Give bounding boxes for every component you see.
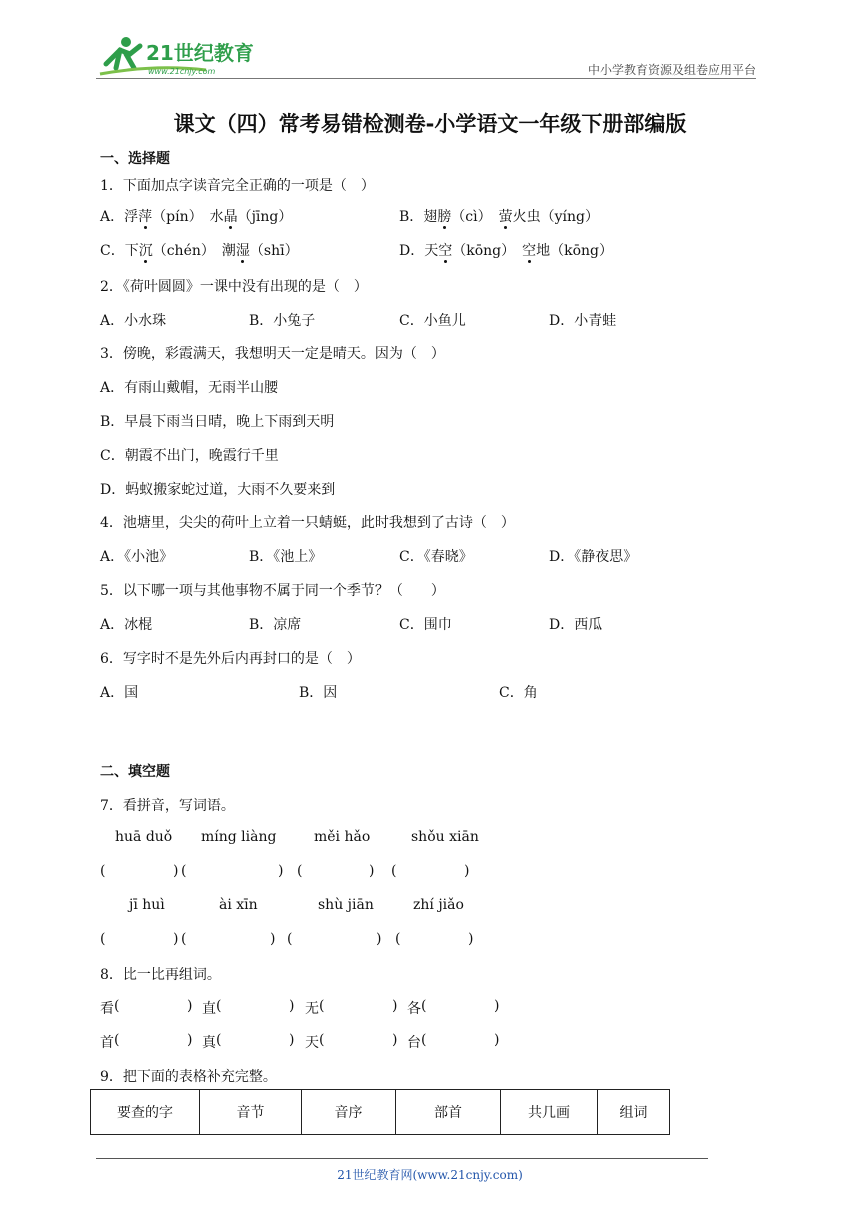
dotted-char: 空 — [438, 240, 452, 260]
logo-url: www.21cnjy.com — [148, 67, 216, 76]
compare-char: 无 — [305, 1001, 319, 1017]
paren-close: ) — [494, 1032, 500, 1048]
question-1-option-d[interactable]: D．天空（kōng） 空地（kōng） — [399, 240, 613, 260]
table-header-cell: 部首 — [396, 1090, 501, 1135]
table-header-cell: 音序 — [302, 1090, 396, 1135]
table-header-cell: 共几画 — [501, 1090, 598, 1135]
paren-open: ( — [114, 1032, 120, 1048]
table-header-cell: 组词 — [598, 1090, 670, 1135]
pinyin-label: shù jiān — [318, 897, 374, 913]
question-4-option-a[interactable]: A．《小池》 — [100, 549, 174, 565]
question-5-option-a[interactable]: A．冰棍 — [100, 617, 153, 633]
pinyin-label: zhí jiǎo — [413, 897, 464, 913]
dotted-char: 萍 — [138, 206, 152, 226]
question-1-option-a[interactable]: A．浮萍（pín） 水晶（jīng） — [100, 206, 292, 226]
paren-close: ) — [376, 931, 382, 947]
paren-close: ) — [270, 931, 276, 947]
paren-open: ( — [181, 931, 187, 947]
paren-close: ) — [289, 1032, 295, 1048]
compare-char: 真 — [202, 1035, 216, 1051]
question-4-stem: 4．池塘里，尖尖的荷叶上立着一只蜻蜓，此时我想到了古诗（ ） — [100, 515, 515, 531]
paren-close: ) — [369, 863, 375, 879]
paren-close: ) — [494, 998, 500, 1014]
pinyin-label: měi hǎo — [314, 829, 371, 845]
footer-divider — [96, 1158, 708, 1159]
paren-close: ) — [187, 998, 193, 1014]
question-2-option-a[interactable]: A．小水珠 — [100, 313, 167, 329]
paren-open: ( — [216, 1032, 222, 1048]
footer-link[interactable]: 21世纪教育网(www.21cnjy.com) — [337, 1168, 523, 1182]
paren-close: ) — [392, 1032, 398, 1048]
section-heading-choice: 一、选择题 — [100, 151, 170, 167]
dictionary-table — [90, 1089, 670, 1135]
paren-open: ( — [391, 863, 397, 879]
compare-char: 台 — [407, 1035, 421, 1051]
paren-open: ( — [297, 863, 303, 879]
question-1-stem: 1．下面加点字读音完全正确的一项是（ ） — [100, 178, 375, 194]
paren-open: ( — [181, 863, 187, 879]
paren-open: ( — [319, 1032, 325, 1048]
question-4-option-b[interactable]: B．《池上》 — [249, 549, 323, 565]
runner-logo-icon — [96, 34, 256, 80]
paren-open: ( — [216, 998, 222, 1014]
question-3-option-b[interactable]: B．早晨下雨当日晴，晚上下雨到天明 — [100, 414, 335, 430]
paren-close: ) — [173, 931, 179, 947]
question-6-stem: 6．写字时不是先外后内再封口的是（ ） — [100, 651, 361, 667]
site-logo — [96, 34, 256, 80]
paren-open: ( — [421, 998, 427, 1014]
page-title: 课文（四）常考易错检测卷-小学语文一年级下册部编版 — [173, 112, 687, 136]
paren-close: ) — [468, 931, 474, 947]
question-2-option-c[interactable]: C．小鱼儿 — [399, 313, 466, 329]
paren-close: ) — [278, 863, 284, 879]
paren-open: ( — [421, 1032, 427, 1048]
question-1-option-b[interactable]: B．翅膀（cì） 萤火虫（yíng） — [399, 206, 599, 226]
paren-open: ( — [114, 998, 120, 1014]
pinyin-label: jī huì — [129, 897, 165, 913]
paren-close: ) — [289, 998, 295, 1014]
paren-close: ) — [464, 863, 470, 879]
question-7-stem: 7．看拼音，写词语。 — [100, 798, 235, 814]
dotted-char: 湿 — [236, 240, 250, 260]
question-6-option-a[interactable]: A．国 — [100, 685, 139, 701]
question-1-option-c[interactable]: C．下沉（chén） 潮湿（shī） — [100, 240, 299, 260]
question-3-stem: 3．傍晚，彩霞满天，我想明天一定是晴天。因为（ ） — [100, 346, 445, 362]
logo-text: 21世纪教育 — [146, 41, 254, 65]
paren-open: ( — [319, 998, 325, 1014]
question-9-stem: 9．把下面的表格补充完整。 — [100, 1069, 277, 1085]
dotted-char: 晶 — [224, 206, 238, 226]
table-header-cell: 音节 — [200, 1090, 302, 1135]
question-5-option-d[interactable]: D．西瓜 — [549, 617, 603, 633]
question-4-option-c[interactable]: C．《春晓》 — [399, 549, 473, 565]
question-2-option-b[interactable]: B．小兔子 — [249, 313, 316, 329]
question-6-option-b[interactable]: B．因 — [299, 685, 338, 701]
question-3-option-d[interactable]: D．蚂蚁搬家蛇过道，大雨不久要来到 — [100, 482, 336, 498]
compare-char: 天 — [305, 1035, 319, 1051]
pinyin-label: míng liàng — [201, 829, 277, 845]
paren-open: ( — [287, 931, 293, 947]
dotted-char: 膀 — [437, 206, 451, 226]
compare-char: 直 — [202, 1001, 216, 1017]
question-2-option-d[interactable]: D．小青蛙 — [549, 313, 617, 329]
paren-close: ) — [173, 863, 179, 879]
question-3-option-c[interactable]: C．朝霞不出门，晚霞行千里 — [100, 448, 279, 464]
question-5-stem: 5．以下哪一项与其他事物不属于同一个季节？（ ） — [100, 583, 445, 599]
question-4-option-d[interactable]: D．《静夜思》 — [549, 549, 638, 565]
section-heading-fill: 二、填空题 — [100, 764, 170, 780]
question-2-stem: 2．《荷叶圆圆》一课中没有出现的是（ ） — [100, 279, 368, 295]
question-6-option-c[interactable]: C．角 — [499, 685, 538, 701]
dotted-char: 沉 — [139, 240, 153, 260]
question-5-option-b[interactable]: B．凉席 — [249, 617, 302, 633]
paren-open: ( — [395, 931, 401, 947]
table-header-cell: 要查的字 — [91, 1090, 200, 1135]
paren-close: ) — [187, 1032, 193, 1048]
compare-char: 看 — [100, 1001, 114, 1017]
compare-char: 首 — [100, 1035, 114, 1051]
pinyin-label: huā duǒ — [115, 829, 173, 845]
question-3-option-a[interactable]: A．有雨山戴帽，无雨半山腰 — [100, 380, 279, 396]
platform-tagline: 中小学教育资源及组卷应用平台 — [587, 63, 756, 77]
dotted-char: 萤 — [499, 206, 513, 226]
header-divider — [96, 78, 756, 79]
paren-close: ) — [392, 998, 398, 1014]
compare-char: 各 — [407, 1001, 421, 1017]
dotted-char: 空 — [522, 240, 536, 260]
question-5-option-c[interactable]: C．围巾 — [399, 617, 452, 633]
paren-open: ( — [100, 931, 106, 947]
paren-open: ( — [100, 863, 106, 879]
pinyin-label: ài xīn — [219, 897, 258, 913]
table-row — [91, 1090, 670, 1135]
question-8-stem: 8．比一比再组词。 — [100, 967, 221, 983]
pinyin-label: shǒu xiān — [411, 829, 479, 845]
